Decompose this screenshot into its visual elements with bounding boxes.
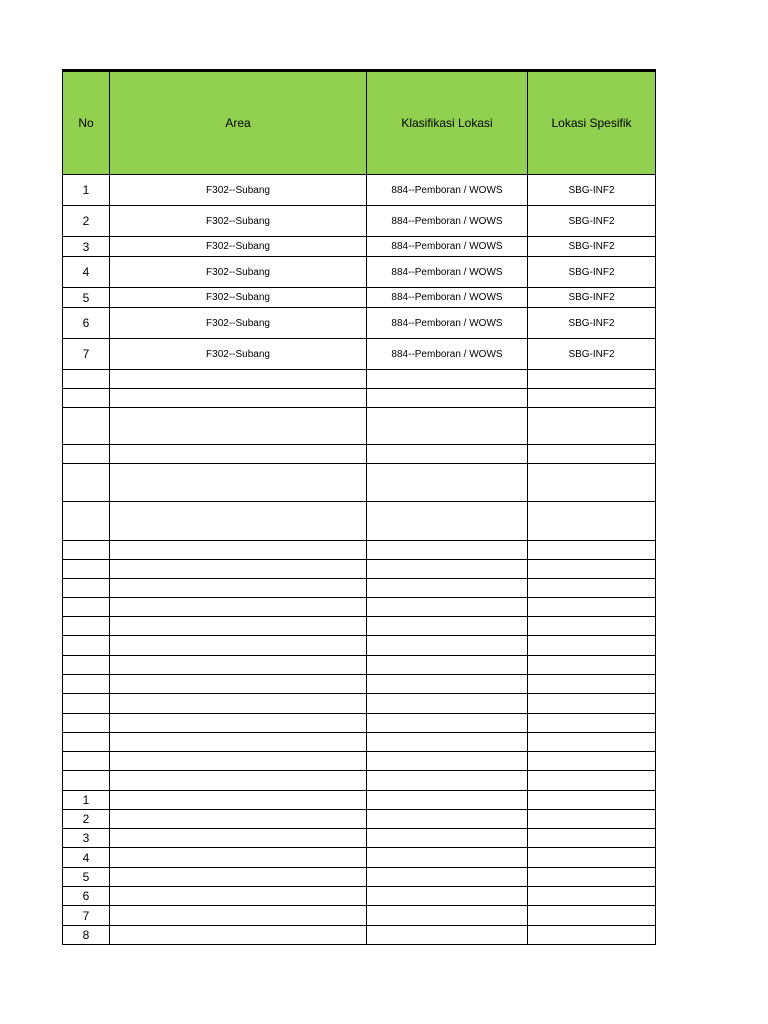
cell-klasifikasi-lokasi bbox=[367, 906, 528, 926]
cell-area bbox=[110, 656, 367, 675]
cell-lokasi-spesifik bbox=[528, 771, 656, 791]
cell-klasifikasi-lokasi bbox=[367, 771, 528, 791]
cell-no bbox=[63, 752, 110, 771]
cell-klasifikasi-lokasi: 884--Pemboran / WOWS bbox=[367, 308, 528, 339]
cell-lokasi-spesifik: SBG-INF2 bbox=[528, 257, 656, 288]
cell-area bbox=[110, 887, 367, 906]
cell-lokasi-spesifik bbox=[528, 791, 656, 810]
cell-klasifikasi-lokasi: 884--Pemboran / WOWS bbox=[367, 257, 528, 288]
table-row bbox=[63, 714, 656, 733]
cell-lokasi-spesifik bbox=[528, 560, 656, 579]
cell-no bbox=[63, 636, 110, 656]
table-row bbox=[63, 598, 656, 617]
cell-klasifikasi-lokasi bbox=[367, 829, 528, 848]
cell-area bbox=[110, 714, 367, 733]
cell-klasifikasi-lokasi bbox=[367, 887, 528, 906]
table-body bbox=[63, 175, 656, 945]
cell-lokasi-spesifik bbox=[528, 656, 656, 675]
cell-no: 3 bbox=[63, 829, 110, 848]
cell-no bbox=[63, 389, 110, 408]
header-klasifikasi-lokasi: Klasifikasi Lokasi bbox=[367, 71, 528, 175]
cell-area bbox=[110, 829, 367, 848]
cell-lokasi-spesifik: SBG-INF2 bbox=[528, 288, 656, 308]
table-row bbox=[63, 445, 656, 464]
cell-area: F302--Subang bbox=[110, 339, 367, 370]
cell-klasifikasi-lokasi bbox=[367, 694, 528, 714]
cell-lokasi-spesifik bbox=[528, 752, 656, 771]
cell-lokasi-spesifik bbox=[528, 848, 656, 868]
cell-klasifikasi-lokasi bbox=[367, 502, 528, 541]
header-lokasi-spesifik: Lokasi Spesifik bbox=[528, 71, 656, 175]
cell-no: 6 bbox=[63, 308, 110, 339]
cell-no bbox=[63, 598, 110, 617]
cell-klasifikasi-lokasi bbox=[367, 560, 528, 579]
cell-no: 5 bbox=[63, 868, 110, 887]
cell-lokasi-spesifik bbox=[528, 926, 656, 945]
table-row bbox=[63, 906, 656, 926]
location-table bbox=[62, 69, 656, 945]
cell-lokasi-spesifik bbox=[528, 370, 656, 389]
cell-klasifikasi-lokasi bbox=[367, 636, 528, 656]
cell-no: 6 bbox=[63, 887, 110, 906]
header-area: Area bbox=[110, 71, 367, 175]
cell-klasifikasi-lokasi: 884--Pemboran / WOWS bbox=[367, 288, 528, 308]
table-row bbox=[63, 308, 656, 339]
table-row bbox=[63, 868, 656, 887]
table-row bbox=[63, 257, 656, 288]
cell-klasifikasi-lokasi: 884--Pemboran / WOWS bbox=[367, 206, 528, 237]
cell-lokasi-spesifik bbox=[528, 464, 656, 502]
cell-lokasi-spesifik bbox=[528, 694, 656, 714]
cell-area bbox=[110, 370, 367, 389]
cell-no bbox=[63, 408, 110, 445]
cell-area: F302--Subang bbox=[110, 288, 367, 308]
cell-klasifikasi-lokasi: 884--Pemboran / WOWS bbox=[367, 175, 528, 206]
cell-lokasi-spesifik bbox=[528, 617, 656, 636]
cell-lokasi-spesifik bbox=[528, 636, 656, 656]
table-row bbox=[63, 370, 656, 389]
cell-lokasi-spesifik bbox=[528, 445, 656, 464]
cell-area bbox=[110, 579, 367, 598]
table-row bbox=[63, 675, 656, 694]
cell-lokasi-spesifik bbox=[528, 541, 656, 560]
cell-lokasi-spesifik bbox=[528, 733, 656, 752]
cell-area bbox=[110, 389, 367, 408]
cell-area bbox=[110, 771, 367, 791]
table-row bbox=[63, 541, 656, 560]
table-row bbox=[63, 829, 656, 848]
cell-klasifikasi-lokasi bbox=[367, 408, 528, 445]
table-row bbox=[63, 887, 656, 906]
cell-area bbox=[110, 848, 367, 868]
cell-no bbox=[63, 714, 110, 733]
header-no: No bbox=[63, 71, 110, 175]
cell-lokasi-spesifik bbox=[528, 502, 656, 541]
cell-no bbox=[63, 541, 110, 560]
cell-area bbox=[110, 617, 367, 636]
table-row bbox=[63, 175, 656, 206]
cell-no bbox=[63, 694, 110, 714]
cell-no bbox=[63, 560, 110, 579]
cell-lokasi-spesifik: SBG-INF2 bbox=[528, 206, 656, 237]
cell-lokasi-spesifik: SBG-INF2 bbox=[528, 237, 656, 257]
cell-klasifikasi-lokasi bbox=[367, 579, 528, 598]
table-row bbox=[63, 288, 656, 308]
cell-area bbox=[110, 636, 367, 656]
cell-klasifikasi-lokasi: 884--Pemboran / WOWS bbox=[367, 237, 528, 257]
cell-lokasi-spesifik bbox=[528, 829, 656, 848]
cell-lokasi-spesifik bbox=[528, 598, 656, 617]
table-row bbox=[63, 810, 656, 829]
cell-area bbox=[110, 733, 367, 752]
cell-klasifikasi-lokasi bbox=[367, 848, 528, 868]
cell-area bbox=[110, 694, 367, 714]
table-row bbox=[63, 752, 656, 771]
cell-klasifikasi-lokasi bbox=[367, 675, 528, 694]
cell-klasifikasi-lokasi bbox=[367, 752, 528, 771]
cell-no: 1 bbox=[63, 791, 110, 810]
cell-no bbox=[63, 656, 110, 675]
table-row bbox=[63, 560, 656, 579]
table-row bbox=[63, 237, 656, 257]
cell-klasifikasi-lokasi bbox=[367, 656, 528, 675]
table-row bbox=[63, 617, 656, 636]
cell-area: F302--Subang bbox=[110, 175, 367, 206]
table-row bbox=[63, 206, 656, 237]
table-row bbox=[63, 408, 656, 445]
cell-area: F302--Subang bbox=[110, 257, 367, 288]
cell-area bbox=[110, 445, 367, 464]
cell-lokasi-spesifik bbox=[528, 408, 656, 445]
header-row bbox=[63, 71, 656, 175]
cell-lokasi-spesifik bbox=[528, 714, 656, 733]
cell-no: 7 bbox=[63, 906, 110, 926]
cell-klasifikasi-lokasi bbox=[367, 791, 528, 810]
cell-lokasi-spesifik bbox=[528, 887, 656, 906]
cell-no: 2 bbox=[63, 810, 110, 829]
cell-klasifikasi-lokasi bbox=[367, 733, 528, 752]
table-row bbox=[63, 926, 656, 945]
table-row bbox=[63, 791, 656, 810]
cell-klasifikasi-lokasi bbox=[367, 810, 528, 829]
cell-area bbox=[110, 464, 367, 502]
table-row bbox=[63, 694, 656, 714]
cell-area bbox=[110, 675, 367, 694]
cell-area: F302--Subang bbox=[110, 308, 367, 339]
cell-no bbox=[63, 733, 110, 752]
cell-area bbox=[110, 868, 367, 887]
cell-area bbox=[110, 408, 367, 445]
cell-no: 1 bbox=[63, 175, 110, 206]
table-row bbox=[63, 389, 656, 408]
cell-klasifikasi-lokasi: 884--Pemboran / WOWS bbox=[367, 339, 528, 370]
cell-area bbox=[110, 791, 367, 810]
cell-area bbox=[110, 810, 367, 829]
cell-klasifikasi-lokasi bbox=[367, 926, 528, 945]
cell-klasifikasi-lokasi bbox=[367, 445, 528, 464]
cell-lokasi-spesifik bbox=[528, 868, 656, 887]
table-row bbox=[63, 656, 656, 675]
table-row bbox=[63, 771, 656, 791]
cell-no bbox=[63, 675, 110, 694]
cell-lokasi-spesifik bbox=[528, 389, 656, 408]
cell-no: 4 bbox=[63, 257, 110, 288]
cell-lokasi-spesifik bbox=[528, 810, 656, 829]
cell-klasifikasi-lokasi bbox=[367, 598, 528, 617]
cell-area bbox=[110, 598, 367, 617]
cell-no bbox=[63, 370, 110, 389]
cell-no bbox=[63, 464, 110, 502]
cell-klasifikasi-lokasi bbox=[367, 868, 528, 887]
cell-lokasi-spesifik: SBG-INF2 bbox=[528, 175, 656, 206]
cell-lokasi-spesifik: SBG-INF2 bbox=[528, 339, 656, 370]
cell-area bbox=[110, 502, 367, 541]
cell-no: 8 bbox=[63, 926, 110, 945]
cell-klasifikasi-lokasi bbox=[367, 464, 528, 502]
cell-area bbox=[110, 906, 367, 926]
cell-no: 3 bbox=[63, 237, 110, 257]
table-row bbox=[63, 848, 656, 868]
cell-area bbox=[110, 926, 367, 945]
cell-lokasi-spesifik bbox=[528, 906, 656, 926]
table-row bbox=[63, 733, 656, 752]
cell-klasifikasi-lokasi bbox=[367, 370, 528, 389]
cell-area: F302--Subang bbox=[110, 206, 367, 237]
cell-klasifikasi-lokasi bbox=[367, 714, 528, 733]
table-row bbox=[63, 579, 656, 598]
table-row bbox=[63, 502, 656, 541]
table-row bbox=[63, 464, 656, 502]
table-row bbox=[63, 636, 656, 656]
cell-lokasi-spesifik bbox=[528, 579, 656, 598]
cell-no bbox=[63, 617, 110, 636]
cell-lokasi-spesifik bbox=[528, 675, 656, 694]
cell-area: F302--Subang bbox=[110, 237, 367, 257]
cell-klasifikasi-lokasi bbox=[367, 389, 528, 408]
cell-klasifikasi-lokasi bbox=[367, 541, 528, 560]
cell-area bbox=[110, 541, 367, 560]
cell-area bbox=[110, 752, 367, 771]
table-row bbox=[63, 339, 656, 370]
cell-no: 2 bbox=[63, 206, 110, 237]
cell-lokasi-spesifik: SBG-INF2 bbox=[528, 308, 656, 339]
cell-area bbox=[110, 560, 367, 579]
cell-klasifikasi-lokasi bbox=[367, 617, 528, 636]
cell-no: 4 bbox=[63, 848, 110, 868]
cell-no bbox=[63, 445, 110, 464]
cell-no bbox=[63, 502, 110, 541]
cell-no bbox=[63, 771, 110, 791]
cell-no: 5 bbox=[63, 288, 110, 308]
cell-no: 7 bbox=[63, 339, 110, 370]
cell-no bbox=[63, 579, 110, 598]
